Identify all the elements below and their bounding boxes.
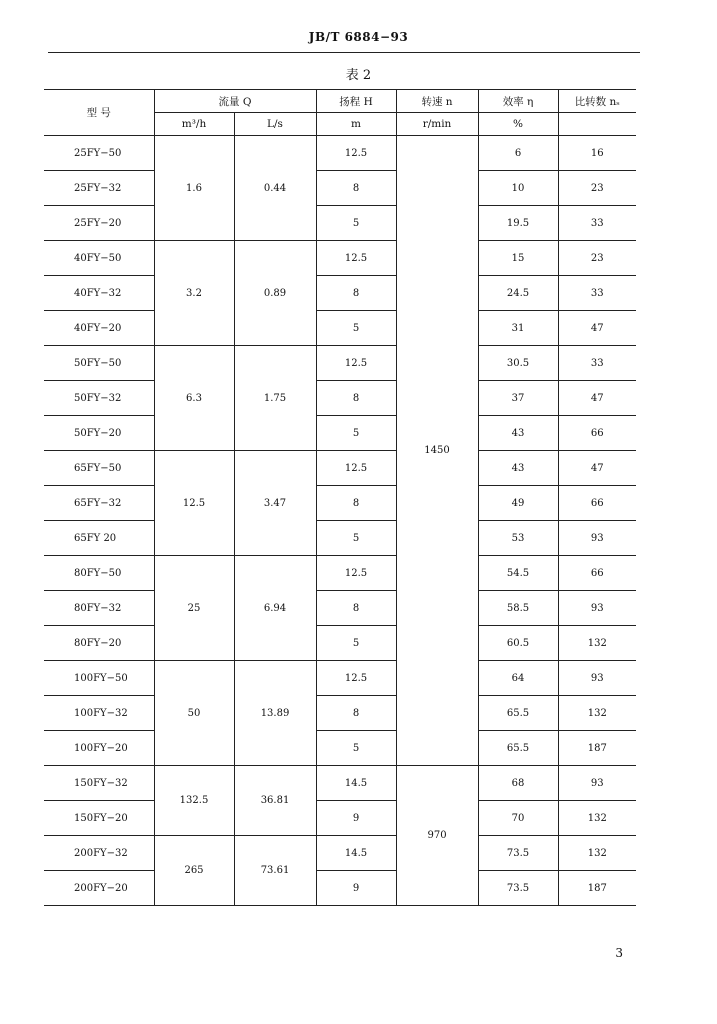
flow-m3h-cell: 132.5	[154, 766, 234, 836]
model-cell: 100FY−32	[44, 696, 154, 731]
header-head: 扬程 H	[316, 90, 396, 113]
head-cell: 8	[316, 381, 396, 416]
model-cell: 150FY−20	[44, 801, 154, 836]
efficiency-cell: 24.5	[478, 276, 558, 311]
table-row	[44, 591, 636, 626]
speed-cell: 1450	[396, 136, 478, 766]
head-cell: 14.5	[316, 766, 396, 801]
model-cell: 65FY−32	[44, 486, 154, 521]
model-cell: 200FY−32	[44, 836, 154, 871]
header-efficiency: 效率 η	[478, 90, 558, 113]
head-cell: 8	[316, 276, 396, 311]
table-row	[44, 696, 636, 731]
model-cell: 40FY−20	[44, 311, 154, 346]
flow-ls-cell: 1.75	[234, 346, 316, 451]
head-cell: 12.5	[316, 136, 396, 171]
efficiency-cell: 19.5	[478, 206, 558, 241]
efficiency-cell: 58.5	[478, 591, 558, 626]
model-cell: 40FY−32	[44, 276, 154, 311]
specific-speed-cell: 47	[558, 451, 636, 486]
header-rule	[48, 52, 640, 53]
header-specific-speed-unit	[558, 113, 636, 136]
table-row	[44, 171, 636, 206]
specific-speed-cell: 132	[558, 801, 636, 836]
table-row	[44, 836, 636, 871]
specific-speed-cell: 47	[558, 381, 636, 416]
table-row	[44, 661, 636, 696]
efficiency-cell: 73.5	[478, 871, 558, 906]
table-row	[44, 416, 636, 451]
efficiency-cell: 73.5	[478, 836, 558, 871]
table-row	[44, 276, 636, 311]
table-row	[44, 206, 636, 241]
header-flow-unit-ls: L/s	[234, 113, 316, 136]
head-cell: 5	[316, 311, 396, 346]
head-cell: 12.5	[316, 346, 396, 381]
header-specific-speed: 比转数 nₛ	[558, 90, 636, 113]
model-cell: 40FY−50	[44, 241, 154, 276]
flow-ls-cell: 6.94	[234, 556, 316, 661]
head-cell: 12.5	[316, 661, 396, 696]
head-cell: 8	[316, 486, 396, 521]
specific-speed-cell: 33	[558, 276, 636, 311]
model-cell: 100FY−50	[44, 661, 154, 696]
efficiency-cell: 65.5	[478, 696, 558, 731]
pump-spec-table	[44, 89, 636, 906]
efficiency-cell: 60.5	[478, 626, 558, 661]
model-cell: 150FY−32	[44, 766, 154, 801]
header-flow: 流量 Q	[154, 90, 316, 113]
head-cell: 8	[316, 171, 396, 206]
model-cell: 25FY−32	[44, 171, 154, 206]
specific-speed-cell: 16	[558, 136, 636, 171]
efficiency-cell: 30.5	[478, 346, 558, 381]
table-row	[44, 381, 636, 416]
efficiency-cell: 65.5	[478, 731, 558, 766]
head-cell: 12.5	[316, 451, 396, 486]
flow-m3h-cell: 25	[154, 556, 234, 661]
header-head-unit: m	[316, 113, 396, 136]
flow-ls-cell: 0.89	[234, 241, 316, 346]
flow-m3h-cell: 12.5	[154, 451, 234, 556]
model-cell: 50FY−50	[44, 346, 154, 381]
head-cell: 5	[316, 626, 396, 661]
flow-ls-cell: 0.44	[234, 136, 316, 241]
table-row	[44, 346, 636, 381]
table-row	[44, 766, 636, 801]
efficiency-cell: 64	[478, 661, 558, 696]
head-cell: 5	[316, 731, 396, 766]
efficiency-cell: 53	[478, 521, 558, 556]
efficiency-cell: 43	[478, 451, 558, 486]
table-row	[44, 486, 636, 521]
flow-m3h-cell: 50	[154, 661, 234, 766]
header-efficiency-unit: %	[478, 113, 558, 136]
head-cell: 14.5	[316, 836, 396, 871]
head-cell: 12.5	[316, 556, 396, 591]
table-row	[44, 241, 636, 276]
flow-m3h-cell: 1.6	[154, 136, 234, 241]
header-speed-unit: r/min	[396, 113, 478, 136]
efficiency-cell: 37	[478, 381, 558, 416]
flow-m3h-cell: 3.2	[154, 241, 234, 346]
specific-speed-cell: 23	[558, 171, 636, 206]
model-cell: 200FY−20	[44, 871, 154, 906]
efficiency-cell: 6	[478, 136, 558, 171]
head-cell: 5	[316, 206, 396, 241]
head-cell: 5	[316, 521, 396, 556]
specific-speed-cell: 132	[558, 626, 636, 661]
table-row	[44, 451, 636, 486]
head-cell: 5	[316, 416, 396, 451]
specific-speed-cell: 66	[558, 556, 636, 591]
flow-ls-cell: 13.89	[234, 661, 316, 766]
table-row	[44, 136, 636, 171]
specific-speed-cell: 93	[558, 591, 636, 626]
header-flow-unit-m3h: m³/h	[154, 113, 234, 136]
specific-speed-cell: 187	[558, 731, 636, 766]
flow-ls-cell: 36.81	[234, 766, 316, 836]
head-cell: 9	[316, 801, 396, 836]
head-cell: 8	[316, 591, 396, 626]
table-row	[44, 731, 636, 766]
head-cell: 8	[316, 696, 396, 731]
model-cell: 50FY−20	[44, 416, 154, 451]
specific-speed-cell: 33	[558, 206, 636, 241]
specific-speed-cell: 132	[558, 836, 636, 871]
table-row	[44, 556, 636, 591]
efficiency-cell: 54.5	[478, 556, 558, 591]
flow-m3h-cell: 265	[154, 836, 234, 906]
specific-speed-cell: 66	[558, 486, 636, 521]
header-model: 型 号	[44, 90, 154, 136]
table-row	[44, 871, 636, 906]
specific-speed-cell: 93	[558, 521, 636, 556]
model-cell: 80FY−32	[44, 591, 154, 626]
table-row	[44, 801, 636, 836]
table-row	[44, 311, 636, 346]
flow-ls-cell: 73.61	[234, 836, 316, 906]
specific-speed-cell: 93	[558, 766, 636, 801]
table-caption: 表 2	[345, 68, 372, 83]
page-header: JB/T 6884−93	[308, 30, 409, 44]
page-number: 3	[615, 946, 623, 960]
efficiency-cell: 31	[478, 311, 558, 346]
model-cell: 80FY−20	[44, 626, 154, 661]
model-cell: 65FY 20	[44, 521, 154, 556]
efficiency-cell: 68	[478, 766, 558, 801]
efficiency-cell: 15	[478, 241, 558, 276]
specific-speed-cell: 132	[558, 696, 636, 731]
speed-cell: 970	[396, 766, 478, 906]
specific-speed-cell: 187	[558, 871, 636, 906]
model-cell: 50FY−32	[44, 381, 154, 416]
table-row	[44, 626, 636, 661]
model-cell: 80FY−50	[44, 556, 154, 591]
flow-m3h-cell: 6.3	[154, 346, 234, 451]
efficiency-cell: 43	[478, 416, 558, 451]
efficiency-cell: 70	[478, 801, 558, 836]
head-cell: 9	[316, 871, 396, 906]
model-cell: 25FY−20	[44, 206, 154, 241]
table-row	[44, 521, 636, 556]
specific-speed-cell: 93	[558, 661, 636, 696]
specific-speed-cell: 23	[558, 241, 636, 276]
specific-speed-cell: 33	[558, 346, 636, 381]
specific-speed-cell: 47	[558, 311, 636, 346]
head-cell: 12.5	[316, 241, 396, 276]
header-speed: 转速 n	[396, 90, 478, 113]
specific-speed-cell: 66	[558, 416, 636, 451]
efficiency-cell: 10	[478, 171, 558, 206]
model-cell: 65FY−50	[44, 451, 154, 486]
table-body	[44, 136, 636, 906]
model-cell: 100FY−20	[44, 731, 154, 766]
model-cell: 25FY−50	[44, 136, 154, 171]
efficiency-cell: 49	[478, 486, 558, 521]
flow-ls-cell: 3.47	[234, 451, 316, 556]
